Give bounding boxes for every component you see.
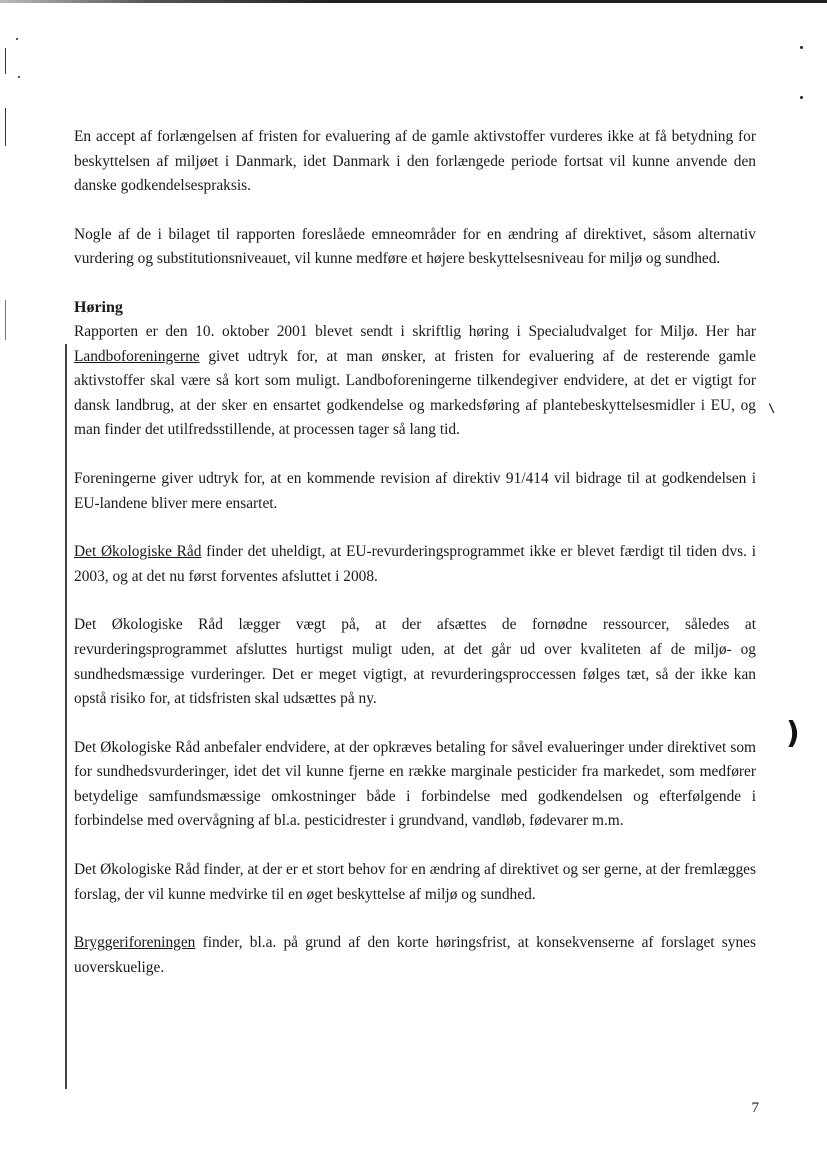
paragraph: Det Økologiske Råd anbefaler endvidere, at der opkræves betaling for såvel evalueringer under direktivet som for sundhedsvurderinger, idet det vil kunne fjerne en række marginale pesticider fra markedet, som medfører betydelige samfundsmæssige omkostninger både i forbindelse med godkendelsen og efterfølgende i forbindelse med overvågning af bl.a. pesticidrester i grundvand, vandløb, fødevarer m.m.	[74, 738, 756, 830]
scan-speck	[18, 76, 20, 78]
paragraph-text: Rapporten er den 10. oktober 2001 blevet sendt i skriftlig høring i Specialudvalget for Miljø. Her har	[74, 322, 756, 340]
paragraph-text: finder det uheldigt, at EU-revurderingsprogrammet ikke er blevet færdigt til tiden dvs. i 2003, og at det nu først forventes afsluttet i 2008.	[74, 543, 756, 585]
margin-mark	[5, 48, 6, 74]
paragraph	[74, 540, 756, 589]
paragraph: En accept af forlængelsen af fristen for evaluering af de gamle aktivstoffer vurderes ikke at få betydning for beskyttelsen af miljøet i Danmark, idet Danmark i den forlængede periode fortsat vil kunne anvende den danske godkendelsespraksis.	[74, 128, 756, 195]
scan-speck	[800, 46, 803, 49]
underlined-organisation: Landboforeningerne	[74, 347, 200, 365]
page-number: 7	[751, 1100, 759, 1116]
underlined-organisation: Det Økologiske Råd	[74, 543, 202, 561]
scan-speck	[800, 96, 803, 99]
scan-speck	[16, 38, 18, 40]
underlined-organisation: Bryggeriforeningen	[74, 934, 196, 952]
revision-bar	[65, 344, 67, 1089]
margin-mark	[5, 300, 6, 340]
paragraph	[74, 931, 756, 980]
paragraph	[74, 320, 756, 443]
paragraph: Nogle af de i bilaget til rapporten foreslåede emneområder for en ændring af direktivet, såsom alternativ vurdering og substitutionsniveauet, vil kunne medføre et højere beskyttelsesniveau for miljø og sundhed.	[74, 225, 756, 268]
paragraph-text: finder, bl.a. på grund af den korte høringsfrist, at konsekvenserne af forslaget synes uoverskuelige.	[74, 934, 756, 976]
scan-artifact-mark: ⸜	[763, 390, 783, 419]
scan-edge-line	[0, 0, 827, 3]
paragraph: Det Økologiske Råd finder, at der er et stort behov for en ændring af direktivet og ser gerne, at der fremlægges forslag, der vil kunne medvirke til en øget beskyttelse af miljø og sundhed.	[74, 861, 756, 903]
paragraph: Foreningerne giver udtryk for, at en kommende revision af direktiv 91/414 vil bidrage til at godkendelsen i EU-landene bliver mere ensartet.	[74, 469, 756, 512]
margin-mark	[5, 108, 6, 146]
document-body	[74, 125, 756, 1004]
section-heading: Høring	[74, 298, 123, 316]
paragraph-text: givet udtryk for, at man ønsker, at fristen for evaluering af de resterende gamle aktivstoffer skal være så kort som muligt. Landboforeningerne tilkendegiver endvidere, at det er vigtigt for dansk landbrug, at der sker en ensartet godkendelse og markedsføring af plantebeskyttelsesmidler i EU, og man finder det utilfredsstillende, at processen tager så lang tid.	[74, 347, 756, 439]
paragraph: Det Økologiske Råd lægger vægt på, at der afsættes de fornødne ressourcer, således at revurderingsprogrammet afsluttes hurtigst muligt uden, at det går ud over kvaliteten af de miljø- og sundhedsmæssige vurderinger. Det er meget vigtigt, at revurderingsproccessen følges tæt, så der ikke kan opstå risiko for, at tidsfristen skal udsættes på ny.	[74, 616, 756, 708]
scan-artifact-mark: )	[786, 716, 800, 751]
